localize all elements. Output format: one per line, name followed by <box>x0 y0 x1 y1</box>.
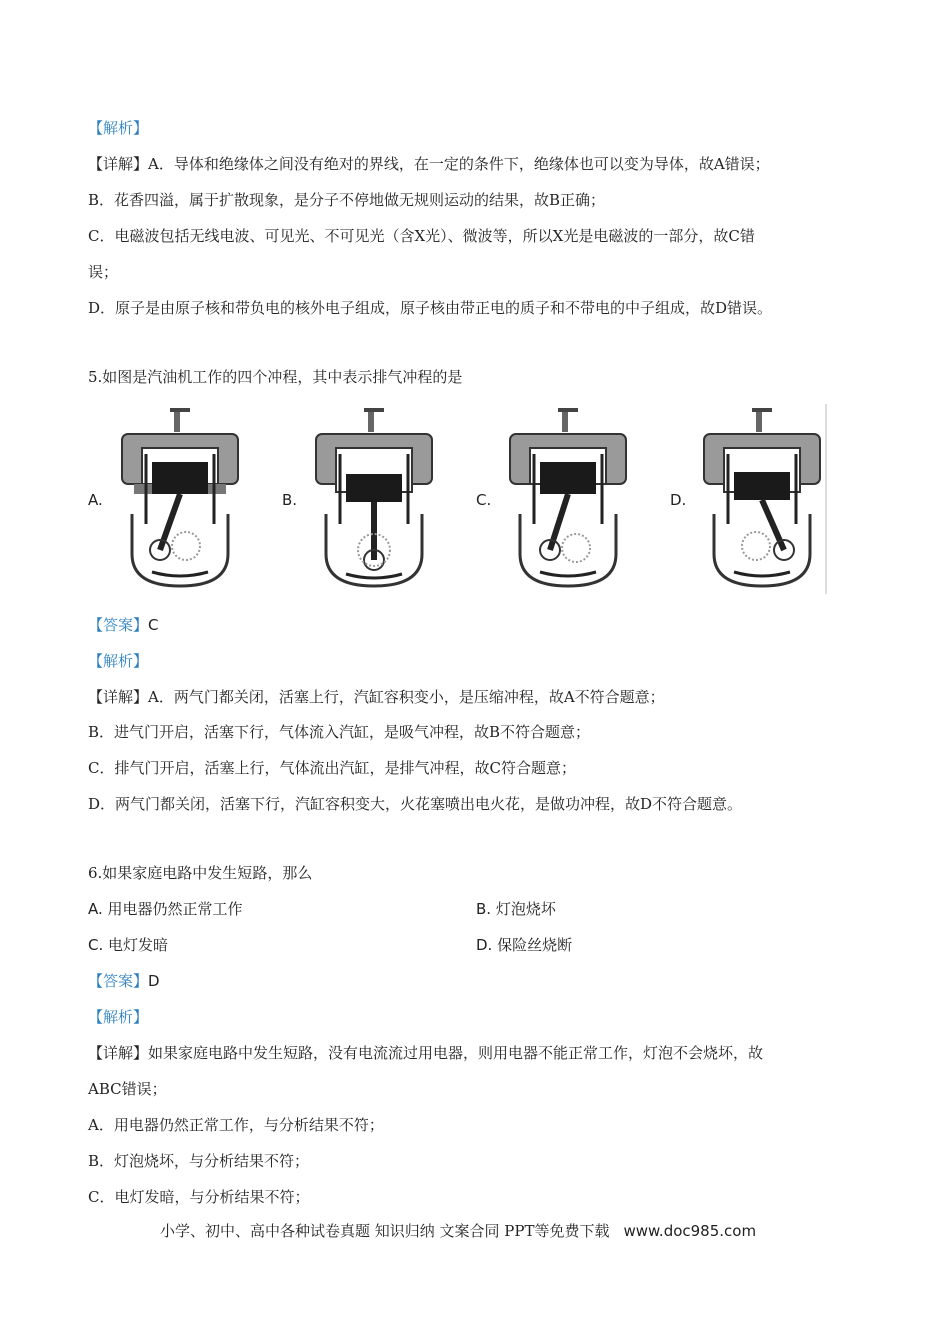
answer-value: D <box>148 972 160 990</box>
q6-detail-c: C．电灯发暗，与分析结果不符； <box>88 1188 310 1206</box>
q6-choice-d <box>476 935 572 955</box>
q5-question: 5.如图是汽油机工作的四个冲程，其中表示排气冲程的是 <box>88 368 463 386</box>
q5-detail-a: 【详解】A．两气门都关闭，活塞上行，汽缸容积变小，是压缩冲程，故A不符合题意； <box>88 688 665 706</box>
engine-diagram-a <box>112 404 252 594</box>
analysis-label: 【解析】 <box>88 119 149 137</box>
q5-option-a-label: A. <box>88 491 103 509</box>
q6-choice-a-key: A. <box>88 900 103 918</box>
engine-diagram-c <box>500 404 640 594</box>
engine-diagram-b <box>306 404 446 594</box>
q5-option-d-label: D. <box>670 491 687 509</box>
q6-question: 6.如果家庭电路中发生短路，那么 <box>88 864 313 882</box>
q6-choice-b <box>476 899 556 919</box>
q4-detail-b: B．花香四溢，属于扩散现象，是分子不停地做无规则运动的结果，故B正确； <box>88 191 606 209</box>
q6-answer <box>88 971 160 991</box>
q5-option-b-label: B. <box>282 491 298 509</box>
engine-diagram-d <box>694 404 834 594</box>
q6-choice-d-key: D. <box>476 936 493 954</box>
q6-choice-c-text: 电灯发暗 <box>108 936 169 954</box>
q6-choice-b-key: B. <box>476 900 492 918</box>
q4-detail-c-line2: 误； <box>88 263 119 281</box>
footer-url-link[interactable]: www.doc985.com <box>623 1222 757 1240</box>
q6-choice-c-key: C. <box>88 936 104 954</box>
q4-detail-d: D．原子是由原子核和带负电的核外电子组成，原子核由带正电的质子和不带电的中子组成，故D错误。 <box>88 299 773 317</box>
q6-choice-a <box>88 899 243 919</box>
answer-value: C <box>148 616 159 634</box>
q4-detail-c-line1: C．电磁波包括无线电波、可见光、不可见光（含X光）、微波等，所以X光是电磁波的一部分，故C错 <box>88 227 755 245</box>
q5-option-c-label: C. <box>476 491 492 509</box>
q6-choice-c <box>88 935 168 955</box>
q6-detail-b: B．灯泡烧坏，与分析结果不符； <box>88 1152 310 1170</box>
q6-detail-line1: 【详解】如果家庭电路中发生短路，没有电流流过用电器，则用电器不能正常工作，灯泡不会烧坏，故 <box>88 1044 764 1062</box>
q5-detail-d: D．两气门都关闭，活塞下行，汽缸容积变大，火花塞喷出电火花，是做功冲程，故D不符合题意。 <box>88 795 743 813</box>
q6-choice-d-text: 保险丝烧断 <box>497 936 573 954</box>
q5-analysis-label: 【解析】 <box>88 652 149 670</box>
q5-answer <box>88 615 159 635</box>
q6-choice-a-text: 用电器仍然正常工作 <box>107 900 243 918</box>
answer-label: 【答案】 <box>88 972 149 990</box>
q4-detail-a: 【详解】A．导体和绝缘体之间没有绝对的界线，在一定的条件下，绝缘体也可以变为导体，故A错误； <box>88 155 770 173</box>
q5-detail-b: B．进气门开启，活塞下行，气体流入汽缸，是吸气冲程，故B不符合题意； <box>88 723 591 741</box>
page-footer <box>160 1220 756 1241</box>
answer-label: 【答案】 <box>88 616 149 634</box>
q6-analysis-label: 【解析】 <box>88 1008 149 1026</box>
q5-detail-c: C．排气门开启，活塞上行，气体流出汽缸，是排气冲程，故C符合题意； <box>88 759 576 777</box>
q6-detail-a: A．用电器仍然正常工作，与分析结果不符； <box>88 1116 384 1134</box>
footer-text: 小学、初中、高中各种试卷真题 知识归纳 文案合同 PPT等免费下载 <box>160 1222 610 1240</box>
q6-choice-b-text: 灯泡烧坏 <box>495 900 556 918</box>
q6-detail-line2: ABC错误； <box>88 1080 167 1098</box>
